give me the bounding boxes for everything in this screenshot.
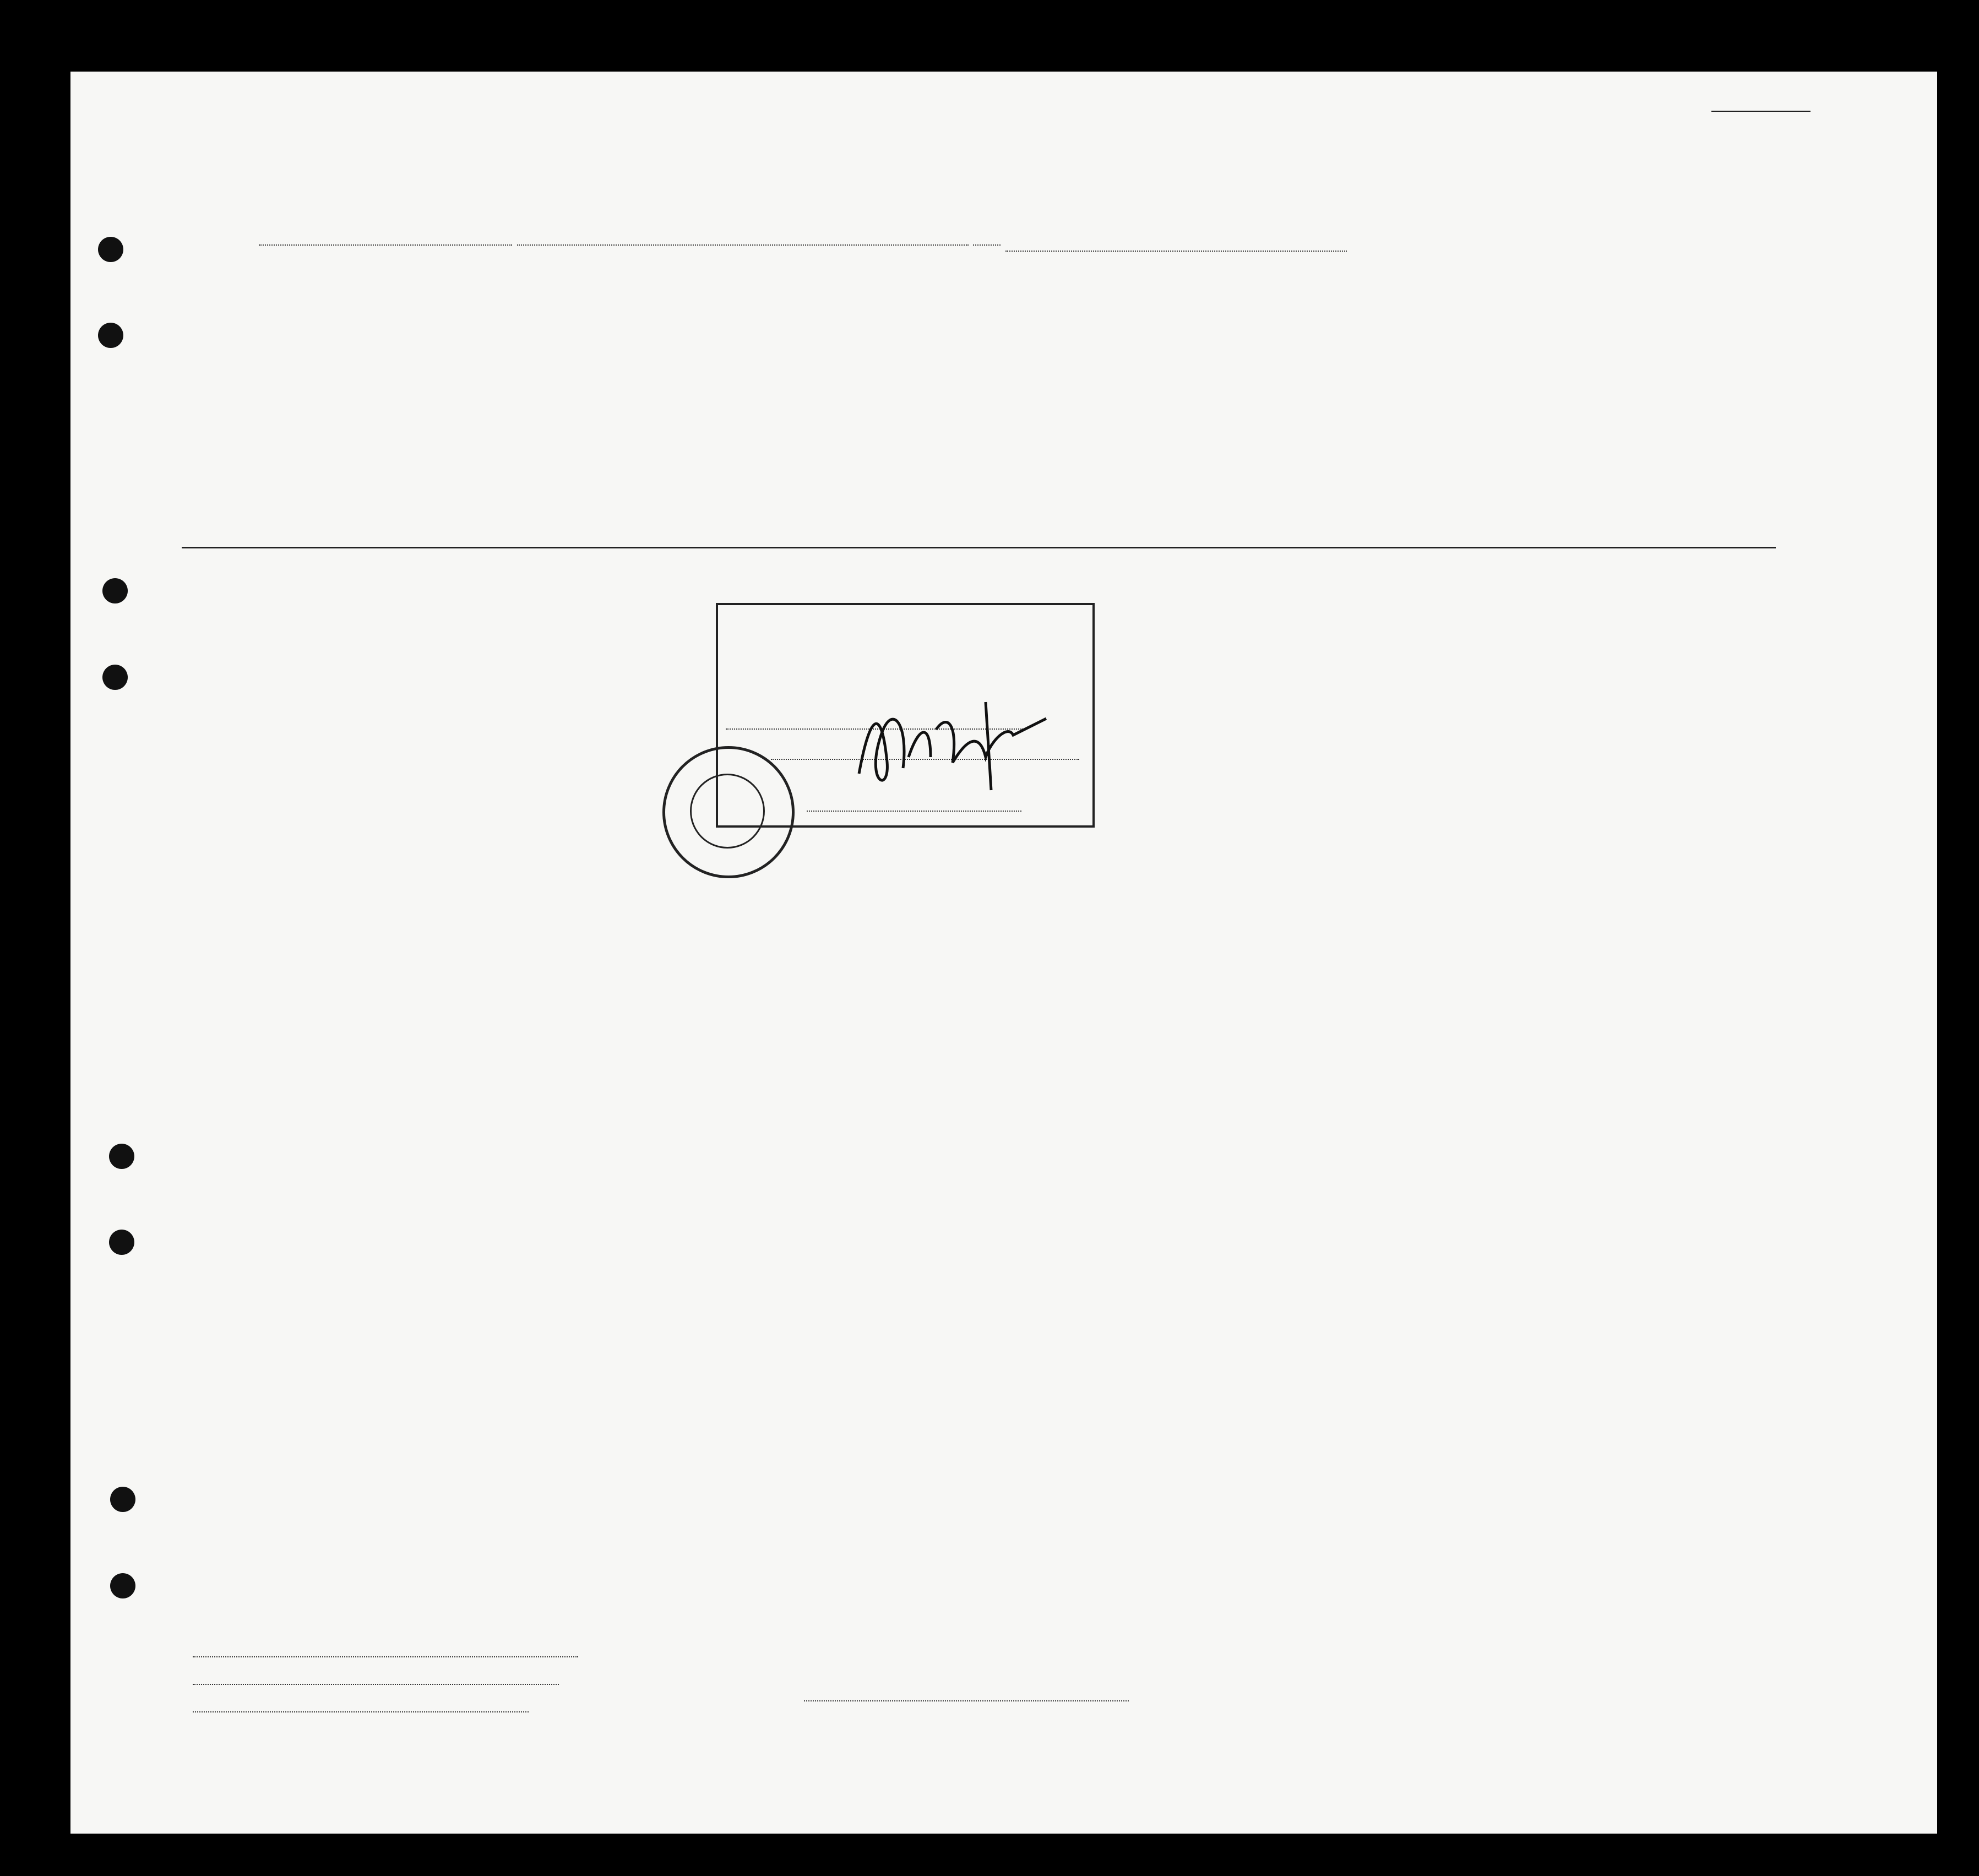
footer-owners <box>186 1677 559 1688</box>
closing-line <box>182 547 1776 548</box>
footer-line <box>186 1649 578 1660</box>
eagle-emblem-icon <box>690 774 765 849</box>
footer-agents <box>186 1704 529 1715</box>
signature <box>848 691 1057 801</box>
inspector-signature-line <box>804 1700 1129 1701</box>
stamp-date <box>807 797 1021 816</box>
consulate-seal <box>662 746 795 878</box>
